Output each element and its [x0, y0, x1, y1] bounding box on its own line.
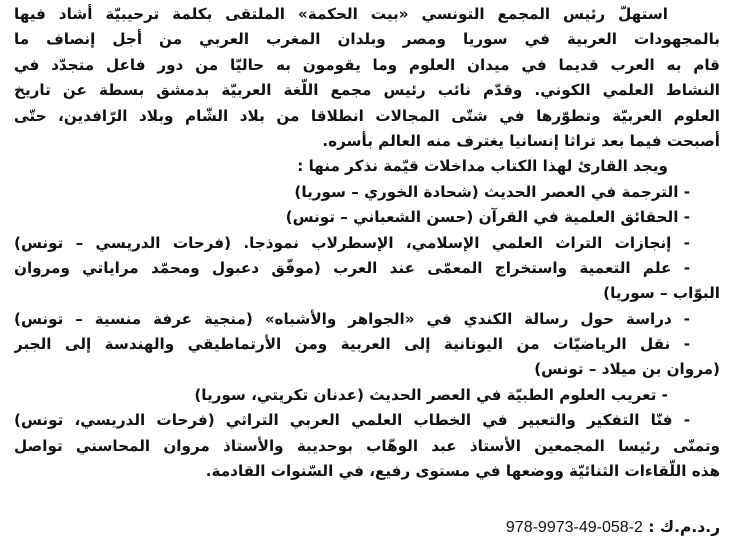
isbn-number: 978-9973-49-058-2 [505, 519, 643, 536]
closing-line-1: وتمنّى رئيسا المجمعين الأستاذ عبد الوهّاب بوحديبة والأستاذ مروان المحاسني تواصل [14, 436, 720, 455]
list-item-2: - الحقائق العلمية في القرآن (حسن الشعباني – تونس) [285, 208, 690, 227]
list-intro: ويجد القارئ لهذا الكتاب مداخلات قيّمة نذكر منها : [297, 157, 668, 176]
list-item-4-line-2: البوّاب – سوريا) [603, 284, 720, 303]
list-item-6-line-2: (مروان بن ميلاد – تونس) [534, 360, 720, 379]
intro-line-1: استهلّ رئيس المجمع التونسي «بيت الحكمة» الملتقى بكلمة ترحيبيّة أشاد فيها [14, 5, 668, 23]
intro-line-3: قام به العرب قديما في ميدان العلوم وما يقومون به حاليّا من دور فاعل متجدّد في [14, 55, 720, 74]
list-item-5: - دراسة حول رسالة الكندي في «الجواهر والأشباه» (منجية عرفة منسية – تونس) [14, 309, 690, 328]
list-item-4-line-1: - علم التعمية واستخراج المعمّى عند العرب (موفّق دعبول ومحمّد مراياتي ومروان [14, 258, 690, 277]
intro-line-2: بالمجهودات العربية في سوريا ومصر وبلدان المغرب العربي من أجل إنصاف ما [14, 30, 720, 49]
closing-line-2: هذه اللّقاءات الثنائيّة ووضعها في مستوى رفيع، في السّنوات القادمة. [205, 462, 720, 481]
intro-line-6: أصبحت فيما بعد تراثا إنسانيا يغترف منه العالم بأسره. [322, 131, 720, 150]
list-item-8: - فنّا التفكير والتعبير في الخطاب العلمي العربي التراثي (فرحات الدريسي، تونس) [14, 411, 690, 430]
intro-line-4: النشاط العلمي الكوني. وقدّم نائب رئيس مجمع اللّغة العربيّة بدمشق بسطة عن تاريخ [14, 81, 720, 100]
list-item-3: - إنجازات التراث العلمي الإسلامي، الإسطرلاب نموذجا. (فرحات الدريسي – تونس) [14, 233, 690, 252]
intro-line-5: العلوم العربيّة وتطوّرها في شتّى المجالات انطلاقا من بلاد الشّام وبلاد الرّافدين، حتّى [14, 106, 720, 125]
isbn-label: ر.د.م.ك : [648, 518, 720, 536]
list-item-7: - تعريب العلوم الطبيّة في العصر الحديث (عدنان تكريتي، سوريا) [194, 385, 668, 404]
list-item-1: - الترجمة في العصر الحديث (شحادة الخوري – سوريا) [294, 182, 690, 201]
list-item-6-line-1: - نقل الرياضيّات من اليونانية إلى العربية ومن الأرتماطيقي والهندسة إلى الجبر [14, 335, 690, 354]
isbn-line [430, 516, 720, 539]
